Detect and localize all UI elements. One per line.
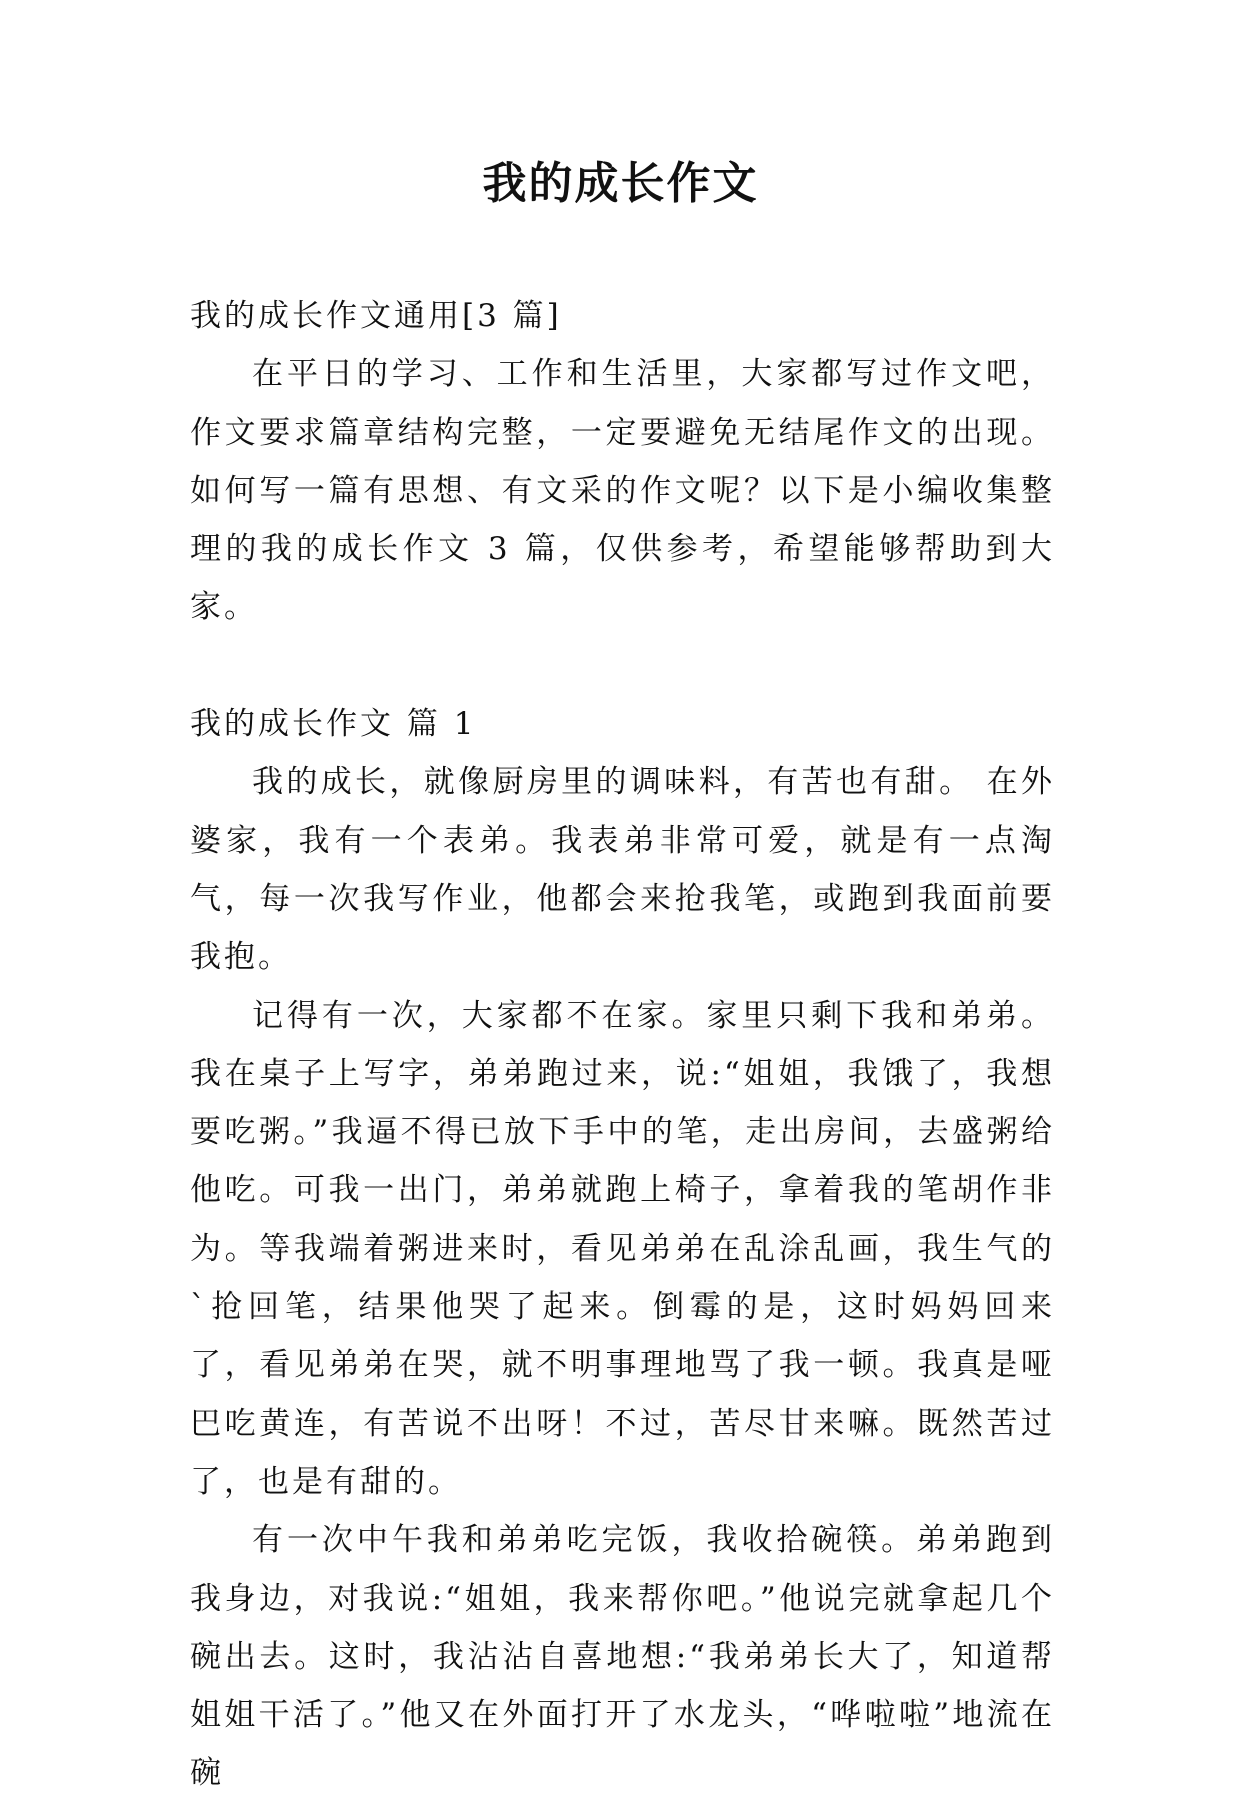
document-body	[190, 287, 1055, 1803]
body-paragraph-1: 我的成长，就像厨房里的调味料，有苦也有甜。 在外婆家，我有一个表弟。我表弟非常可爱，就是有一点淘气，每一次我写作业，他都会来抢我笔，或跑到我面前要我抱。	[190, 764, 1055, 976]
document-title: 我的成长作文	[482, 158, 759, 209]
body-paragraph-3: 有一次中午我和弟弟吃完饭，我收拾碗筷。弟弟跑到我身边，对我说:“姐姐，我来帮你吧。”他说完就拿起几个碗出去。这时，我沾沾自喜地想:“我弟弟长大了，知道帮姐姐干活了。”他又在外面打开了水龙头，“哗啦啦”地流在碗	[190, 1522, 1055, 1792]
blank-line	[190, 637, 1055, 695]
document-subtitle: 我的成长作文通用[3 篇]	[190, 298, 562, 334]
body-paragraph-2: 记得有一次，大家都不在家。家里只剩下我和弟弟。我在桌子上写字，弟弟跑过来，说:“姐姐，我饿了，我想要吃粥。”我逼不得已放下手中的笔，走出房间，去盛粥给他吃。可我一出门，弟弟就跑上椅子，拿着我的笔胡作非为。等我端着粥进来时，看见弟弟在乱涂乱画，我生气的`抢回笔，结果他哭了起来。倒霉的是，这时妈妈回来了，看见弟弟在哭，就不明事理地骂了我一顿。我真是哑巴吃黄连，有苦说不出呀！不过，苦尽甘来嘛。既然苦过了，也是有甜的。	[190, 997, 1055, 1500]
section-heading: 我的成长作文 篇 1	[190, 706, 477, 743]
intro-paragraph: 在平日的学习、工作和生活里，大家都写过作文吧，作文要求篇章结构完整，一定要避免无结尾作文的出现。如何写一篇有思想、有文采的作文呢？以下是小编收集整理的我的成长作文 3 篇，仅供参考，希望能够帮助到大家。	[190, 356, 1055, 626]
